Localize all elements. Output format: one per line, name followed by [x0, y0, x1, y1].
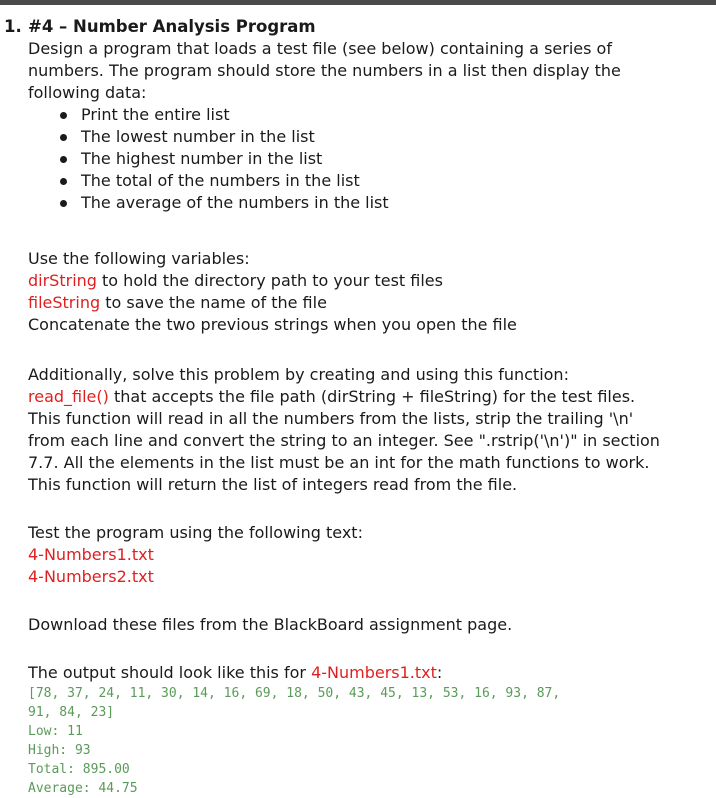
concat-line: Concatenate the two previous strings when you open the file: [28, 315, 517, 334]
filestring-var: fileString: [28, 293, 101, 312]
download-note: Download these files from the BlackBoard assignment page.: [28, 615, 513, 634]
bullet-icon: [60, 178, 67, 185]
function-name: read_file(): [28, 387, 109, 406]
top-border: [0, 0, 716, 5]
list-item: The highest number in the list: [28, 148, 712, 170]
list-item: Print the entire list: [28, 104, 712, 126]
list-item: The total of the numbers in the list: [28, 170, 712, 192]
output-section: [28, 662, 712, 798]
bullet-icon: [60, 200, 67, 207]
requirements-list: [28, 104, 712, 214]
test-heading: Test the program using the following text:: [28, 523, 363, 542]
intro-line: following data:: [28, 83, 147, 102]
bullet-icon: [60, 156, 67, 163]
test-file-2: 4-Numbers2.txt: [28, 567, 154, 586]
output-total: Total: 895.00: [28, 762, 130, 777]
output-low: Low: 11: [28, 724, 83, 739]
variables-heading: Use the following variables:: [28, 249, 250, 268]
test-file-1: 4-Numbers1.txt: [28, 545, 154, 564]
intro-line: numbers. The program should store the numbers in a list then display the: [28, 61, 621, 80]
output-heading: The output should look like this for 4-Numbers1.txt:: [28, 663, 443, 682]
assignment-content: [28, 16, 712, 798]
variables-section: [28, 248, 712, 336]
dirstring-line: dirString to hold the directory path to your test files: [28, 271, 443, 290]
output-average: Average: 44.75: [28, 781, 138, 796]
problem-title: #4 – Number Analysis Program: [28, 17, 316, 36]
problem-number: 1.: [4, 17, 22, 36]
output-list-line-2: 91, 84, 23]: [28, 705, 115, 720]
bullet-icon: [60, 134, 67, 141]
intro-line: Design a program that loads a test file (see below) containing a series of: [28, 39, 612, 58]
dirstring-var: dirString: [28, 271, 97, 290]
test-section: [28, 522, 712, 588]
bullet-icon: [60, 112, 67, 119]
output-high: High: 93: [28, 743, 91, 758]
list-item: The lowest number in the list: [28, 126, 712, 148]
intro-paragraph: [28, 38, 712, 104]
function-section: Additionally, solve this problem by creating and using this function: read_file() that accepts the file path (dirString + fileString) for the test files. This function will read in all the numbers from the lists, strip the trailing '\n' from each line and convert the string to an integer. See ".rstrip('\n')" in section 7.7. All the elements in the list must be an int for the math functions to work. This function will return the list of integers read from the file.: [28, 365, 660, 494]
filestring-line: fileString to save the name of the file: [28, 293, 327, 312]
output-list-line-1: [78, 37, 24, 11, 30, 14, 16, 69, 18, 50, 43, 45, 13, 53, 16, 93, 87,: [28, 686, 561, 701]
list-item: The average of the numbers in the list: [28, 192, 712, 214]
